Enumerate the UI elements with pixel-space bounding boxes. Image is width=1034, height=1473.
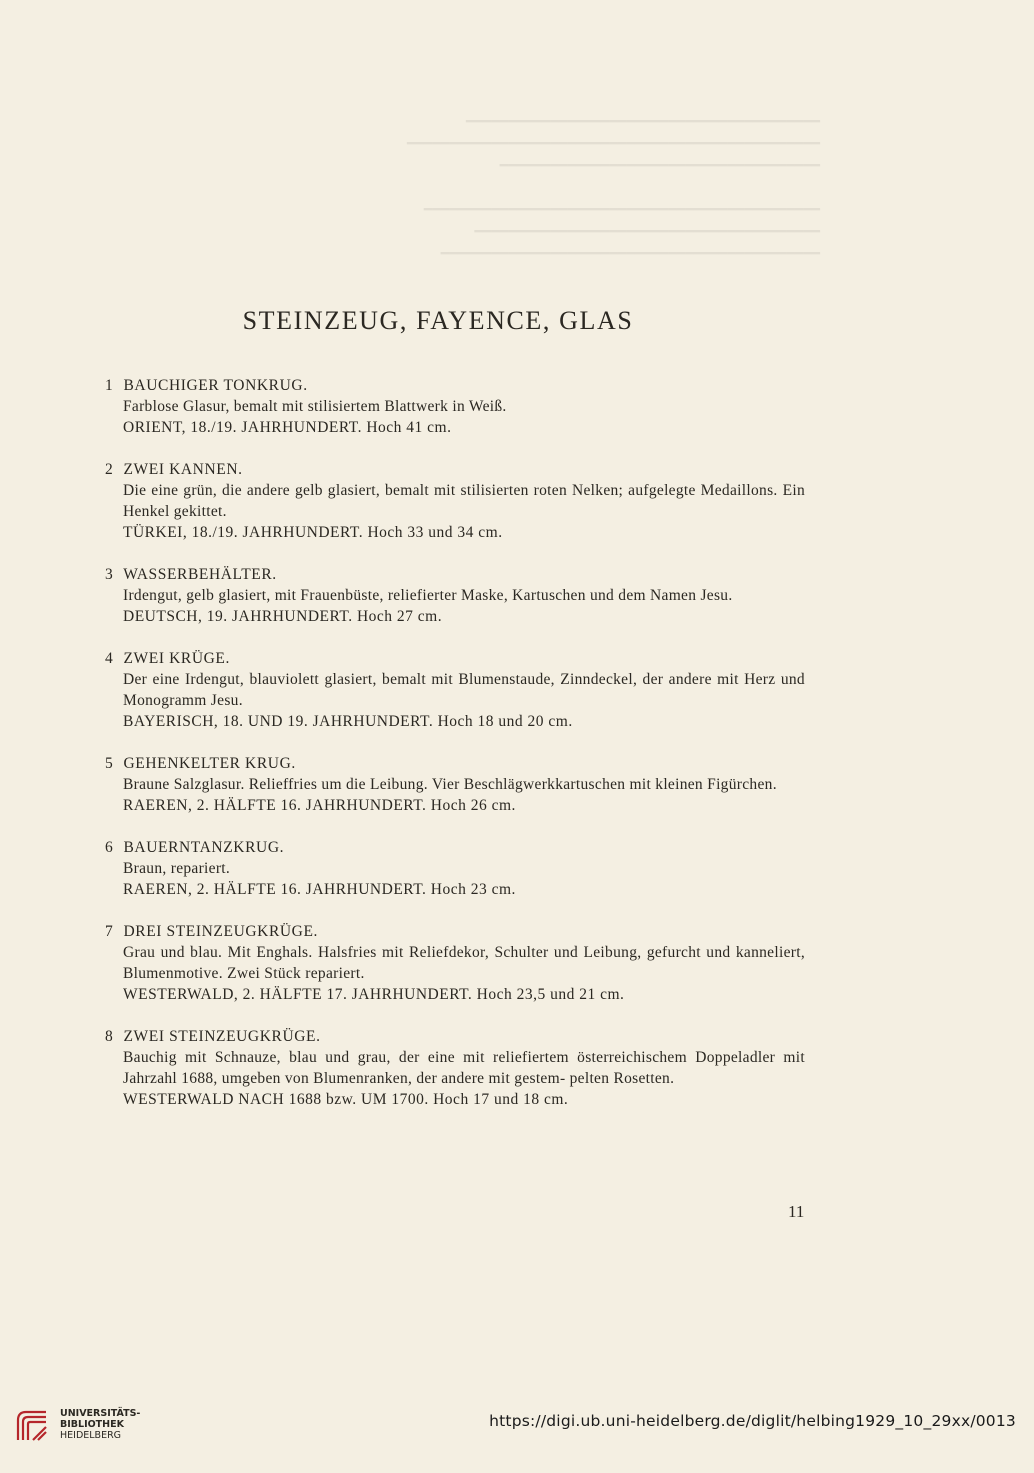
entry-title: WASSERBEHÄLTER.	[123, 566, 277, 583]
entry-description: Braun, repariert.	[123, 860, 231, 877]
entry-description: Braune Salzglasur. Relieffries um die Leibung. Vier Beschlägwerkkartuschen mit kleinen Figürchen.	[123, 776, 777, 793]
entry-description: Irdengut, gelb glasiert, mit Frauenbüste, reliefierter Maske, Kartuschen und dem Namen Jesu.	[123, 587, 733, 604]
catalog-entry	[105, 837, 805, 900]
entry-number: 2	[105, 461, 114, 478]
entry-origin: BAYERISCH, 18. UND 19. JAHRHUNDERT. Hoch 18 und 20 cm.	[123, 713, 573, 730]
entry-title: ZWEI KANNEN.	[123, 461, 243, 478]
entry-title: ZWEI STEINZEUGKRÜGE.	[123, 1028, 321, 1045]
page-number: 11	[788, 1202, 805, 1221]
entry-origin: DEUTSCH, 19. JAHRHUNDERT. Hoch 27 cm.	[123, 608, 443, 625]
permalink-url[interactable]: https://digi.ub.uni-heidelberg.de/diglit/helbing1929_10_29xx/0013	[489, 1412, 1016, 1430]
library-name-line: BIBLIOTHEK	[60, 1419, 124, 1430]
entry-origin: RAEREN, 2. HÄLFTE 16. JAHRHUNDERT. Hoch 23 cm.	[123, 881, 516, 898]
entry-origin: WESTERWALD NACH 1688 bzw. UM 1700. Hoch 17 und 18 cm.	[123, 1091, 569, 1108]
entry-number: 3	[105, 566, 114, 583]
entry-number: 1	[105, 377, 114, 394]
entry-title: ZWEI KRÜGE.	[123, 650, 230, 667]
catalog-entry	[105, 1026, 805, 1110]
catalog-entry	[105, 459, 805, 543]
entry-number: 7	[105, 923, 114, 940]
entry-origin: ORIENT, 18./19. JAHRHUNDERT. Hoch 41 cm.	[123, 419, 452, 436]
entry-title: DREI STEINZEUGKRÜGE.	[123, 923, 319, 940]
entry-number: 4	[105, 650, 114, 667]
entry-heading	[105, 1026, 805, 1047]
catalog-entries	[105, 375, 805, 1131]
entry-title: BAUERNTANZKRUG.	[123, 839, 285, 856]
entry-origin: WESTERWALD, 2. HÄLFTE 17. JAHRHUNDERT. Hoch 23,5 und 21 cm.	[123, 986, 625, 1003]
entry-heading	[105, 648, 805, 669]
entry-description: Bauchig mit Schnauze, blau und grau, der eine mit reliefiertem österreichischem Doppeladler mit Jahrzahl 1688, umgeben von Blumenranken, der andere mit gestem- pelten Rosetten.	[123, 1049, 805, 1087]
entry-origin: TÜRKEI, 18./19. JAHRHUNDERT. Hoch 33 und 34 cm.	[123, 524, 503, 541]
catalog-entry	[105, 753, 805, 816]
entry-title: BAUCHIGER TONKRUG.	[123, 377, 308, 394]
catalog-entry	[105, 564, 805, 627]
library-name-line: UNIVERSITÄTS-	[60, 1408, 141, 1419]
entry-heading	[105, 564, 805, 585]
entry-description: Der eine Irdengut, blauviolett glasiert, bemalt mit Blumenstaude, Zinndeckel, der andere mit Herz und Monogramm Jesu.	[123, 671, 805, 709]
catalog-entry	[105, 921, 805, 1005]
entry-heading	[105, 375, 805, 396]
catalog-entry	[105, 648, 805, 732]
bleed-through-texture: ━━━━━━━━━━━━━━━━━━━━━━━━━━━━━━━━━━━━━━━━━━ ━━━━━━━━━━━━━━━━━━━━━━━━━━━━━━━━━━━━━━━━━━━━━━━━━ ━━━━━━━━━━━━━━━━━━━━━━━━━━━━━━━━━━━━━━ ━━━━━━━━━━━━━━━━━━━━━━━━━━━━━━━━━━━━━━━━━━━━━━━ ━━━━━━━━━━━━━━━━━━━━━━━━━━━━━━━━━━━━━━━━━ ━━━━━━━━━━━━━━━━━━━━━━━━━━━━━━━━━━━━━━━━━━━━━	[406, 115, 820, 262]
entry-number: 6	[105, 839, 114, 856]
entry-heading	[105, 837, 805, 858]
entry-title: GEHENKELTER KRUG.	[123, 755, 296, 772]
entry-description: Farblose Glasur, bemalt mit stilisiertem Blattwerk in Weiß.	[123, 398, 507, 415]
footer-bar	[0, 1396, 1034, 1456]
entry-description: Die eine grün, die andere gelb glasiert, bemalt mit stilisierten roten Nelken; aufgelegte Medaillons. Ein Henkel gekittet.	[123, 482, 805, 520]
library-logo-icon	[12, 1406, 52, 1446]
entry-number: 8	[105, 1028, 114, 1045]
entry-heading	[105, 921, 805, 942]
page-title: STEINZEUG, FAYENCE, GLAS	[242, 306, 634, 335]
catalog-entry	[105, 375, 805, 438]
library-name	[60, 1408, 140, 1441]
entry-origin: RAEREN, 2. HÄLFTE 16. JAHRHUNDERT. Hoch 26 cm.	[123, 797, 516, 814]
entry-heading	[105, 753, 805, 774]
entry-number: 5	[105, 755, 114, 772]
library-name-line: HEIDELBERG	[60, 1430, 122, 1441]
entry-description: Grau und blau. Mit Enghals. Halsfries mit Reliefdekor, Schulter und Leibung, gefurcht und kanneliert, Blumenmotive. Zwei Stück repariert.	[123, 944, 805, 982]
entry-heading	[105, 459, 805, 480]
